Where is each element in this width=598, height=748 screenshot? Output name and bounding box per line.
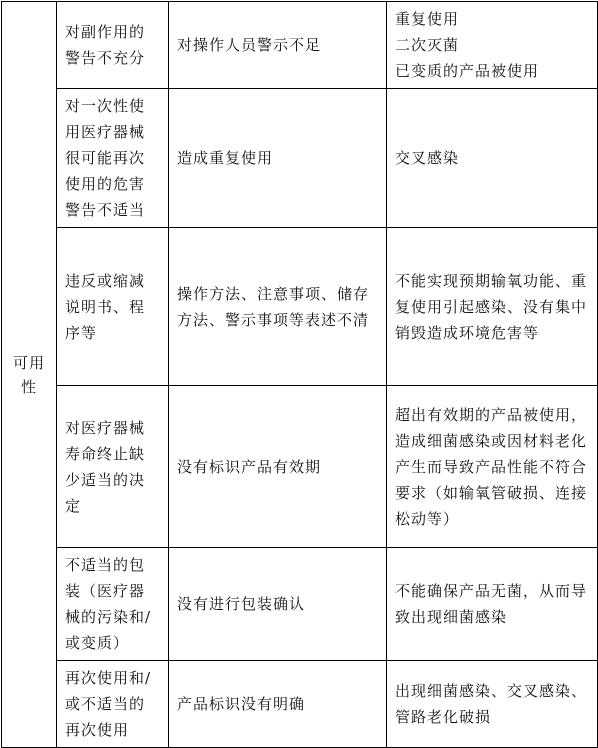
consequence-line: 已变质的产品被使用 [395, 62, 540, 80]
hazard-cell: 对一次性使用医疗器械很可能再次使用的危害警告不适当 [57, 89, 169, 228]
cause-cell: 没有标识产品有效期 [169, 386, 387, 548]
hazard-cell: 对医疗器械寿命终止缺少适当的决定 [57, 386, 169, 548]
consequence-line: 二次灭菌 [395, 36, 460, 54]
hazard-cell: 违反或缩减说明书、程序等 [57, 228, 169, 386]
table-row [2, 89, 598, 228]
hazard-cell: 再次使用和/或不适当的再次使用 [57, 661, 169, 748]
table-row [2, 2, 598, 89]
hazard-cell: 对副作用的警告不充分 [57, 2, 169, 89]
consequence-cell [387, 89, 598, 228]
category-label: 可用性 [12, 353, 45, 396]
consequence-line: 不能确保产品无菌，从而导致出现细菌感染 [395, 582, 588, 626]
table-row [2, 548, 598, 661]
category-cell [2, 2, 57, 748]
consequence-cell [387, 386, 598, 548]
consequence-line: 不能实现预期输氧功能、重复使用引起感染、没有集中销毁造成环境危害等 [395, 271, 588, 342]
consequence-cell [387, 228, 598, 386]
table-row [2, 661, 598, 748]
consequence-cell [387, 661, 598, 748]
consequence-line: 超出有效期的产品被使用，造成细菌感染或因材料老化产生而导致产品性能不符合要求（如输氧管破损、连接松动等） [395, 405, 588, 528]
hazard-table [1, 1, 598, 748]
consequence-line: 重复使用 [395, 10, 460, 28]
table-row [2, 228, 598, 386]
table-row [2, 386, 598, 548]
consequence-line: 出现细菌感染、交叉感染、管路老化破损 [395, 682, 588, 726]
cause-cell: 产品标识没有明确 [169, 661, 387, 748]
cause-cell: 没有进行包装确认 [169, 548, 387, 661]
consequence-cell [387, 2, 598, 89]
consequence-line: 交叉感染 [395, 149, 460, 167]
cause-cell: 造成重复使用 [169, 89, 387, 228]
cause-cell: 对操作人员警示不足 [169, 2, 387, 89]
consequence-cell [387, 548, 598, 661]
hazard-cell: 不适当的包装（医疗器械的污染和/或变质） [57, 548, 169, 661]
cause-cell: 操作方法、注意事项、储存方法、警示事项等表述不清 [169, 228, 387, 386]
